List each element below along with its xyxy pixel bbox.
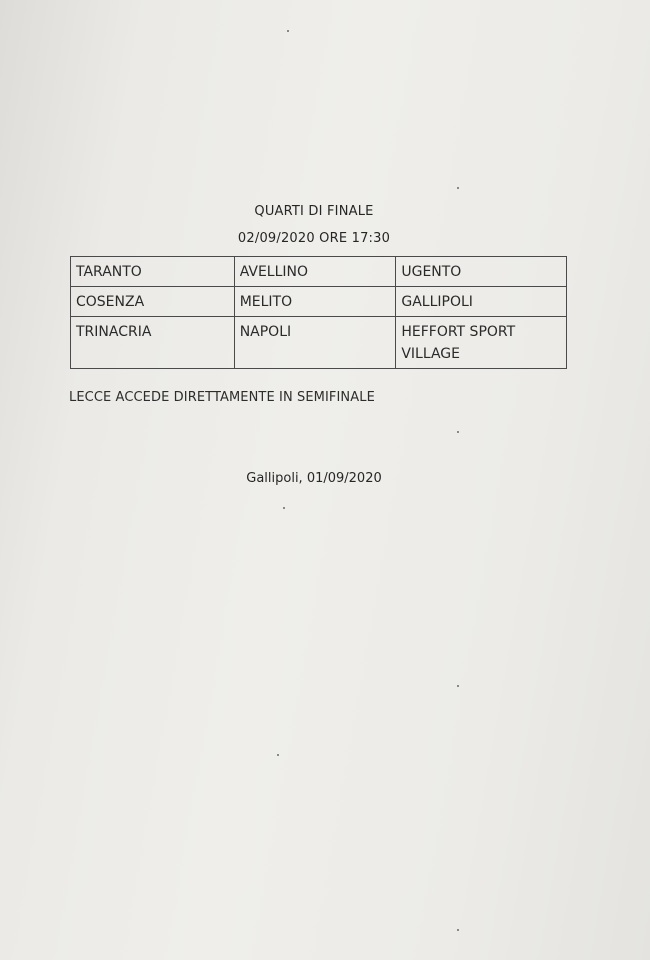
lecce-note: LECCE ACCEDE DIRETTAMENTE IN SEMIFINALE [69,390,375,405]
table-row [71,287,567,317]
table-cell: GALLIPOLI [396,287,567,317]
table-cell: TRINACRIA [71,317,235,369]
table-cell: TARANTO [71,257,235,287]
fixtures-table [70,256,567,369]
match-date-time: 02/09/2020 ORE 17:30 [237,231,391,246]
table-cell: MELITO [234,287,396,317]
paper-speck [457,431,459,433]
paper-speck [457,929,459,931]
place-and-date: Gallipoli, 01/09/2020 [246,471,382,486]
paper-speck [457,685,459,687]
table-cell: NAPOLI [234,317,396,369]
paper-speck [287,30,289,32]
table-row [71,317,567,369]
table-row [71,257,567,287]
table-cell: HEFFORT SPORT VILLAGE [396,317,567,369]
paper-speck [457,187,459,189]
table-cell: AVELLINO [234,257,396,287]
table-cell: COSENZA [71,287,235,317]
paper-speck [277,754,279,756]
table-cell: UGENTO [396,257,567,287]
paper-speck [283,507,285,509]
document-title: QUARTI DI FINALE [254,204,374,219]
